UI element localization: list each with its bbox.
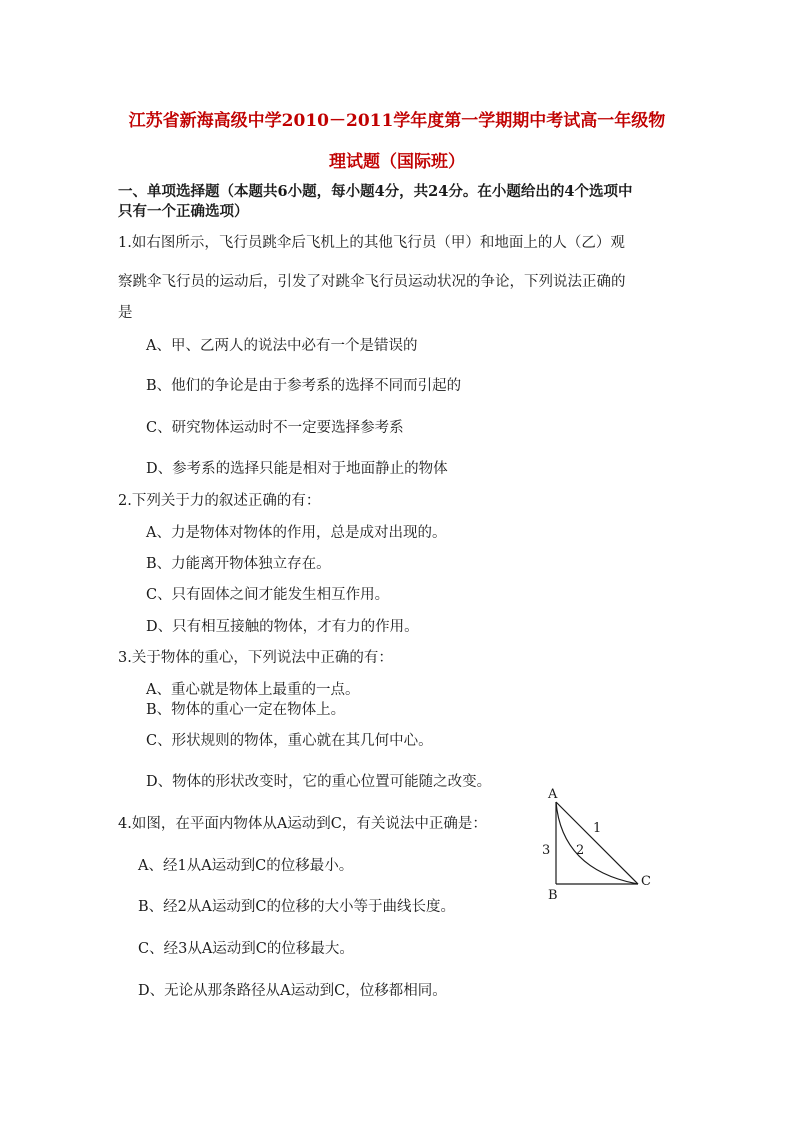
path-triangle-figure [530,780,670,910]
q4-option-a: A、经1从A运动到C的位移最小。 [138,858,354,874]
q2-option-c: C、只有固体之间才能发生相互作用。 [146,587,390,603]
path-3-label: 3 [542,843,551,858]
q3-stem: 3.关于物体的重心，下列说法中正确的有： [118,650,393,666]
path-2-label: 2 [576,843,585,858]
exam-title-line-2: 理试题（国际班） [329,152,465,172]
section-heading-line-2: 只有一个正确选项） [118,203,249,220]
q3-option-d: D、物体的形状改变时，它的重心位置可能随之改变。 [146,774,492,790]
q1-option-b: B、他们的争论是由于参考系的选择不同而引起的 [146,378,462,394]
path-1-label: 1 [593,821,602,836]
q1-stem-line-3: 是 [118,305,133,321]
q4-stem: 4.如图，在平面内物体从A运动到C，有关说法中正确是： [118,816,487,832]
q4-option-c: C、经3从A运动到C的位移最大。 [138,941,354,957]
section-heading-line-1: 一、单项选择题（本题共6小题，每小题4分，共24分。在小题给出的4个选项中 [118,183,633,200]
point-c-label: C [641,874,651,889]
point-b-label: B [548,888,558,903]
q1-option-c: C、研究物体运动时不一定要选择参考系 [146,420,404,436]
exam-title-line-1: 江苏省新海高级中学2010－2011学年度第一学期期中考试高一年级物 [128,111,666,131]
q1-stem-line-2: 察跳伞飞行员的运动后，引发了对跳伞飞行员运动状况的争论，下列说法正确的 [118,274,626,290]
q2-stem: 2.下列关于力的叙述正确的有： [118,493,321,509]
q1-option-d: D、参考系的选择只能是相对于地面静止的物体 [146,461,448,477]
q4-option-d: D、无论从那条路径从A运动到C，位移都相同。 [138,983,447,999]
q3-option-a: A、重心就是物体上最重的一点。 [146,682,360,698]
q2-option-a: A、力是物体对物体的作用，总是成对出现的。 [146,525,447,541]
q1-option-a: A、甲、乙两人的说法中必有一个是错误的 [146,338,418,354]
q1-stem-line-1: 1.如右图所示，飞行员跳伞后飞机上的其他飞行员（甲）和地面上的人（乙）观 [118,235,625,251]
q4-option-b: B、经2从A运动到C的位移的大小等于曲线长度。 [138,899,455,915]
point-a-label: A [548,787,558,802]
q2-option-d: D、只有相互接触的物体，才有力的作用。 [146,619,419,635]
q3-option-b: B、物体的重心一定在物体上。 [146,702,346,718]
q2-option-b: B、力能离开物体独立存在。 [146,556,331,572]
q3-option-c: C、形状规则的物体，重心就在其几何中心。 [146,733,433,749]
